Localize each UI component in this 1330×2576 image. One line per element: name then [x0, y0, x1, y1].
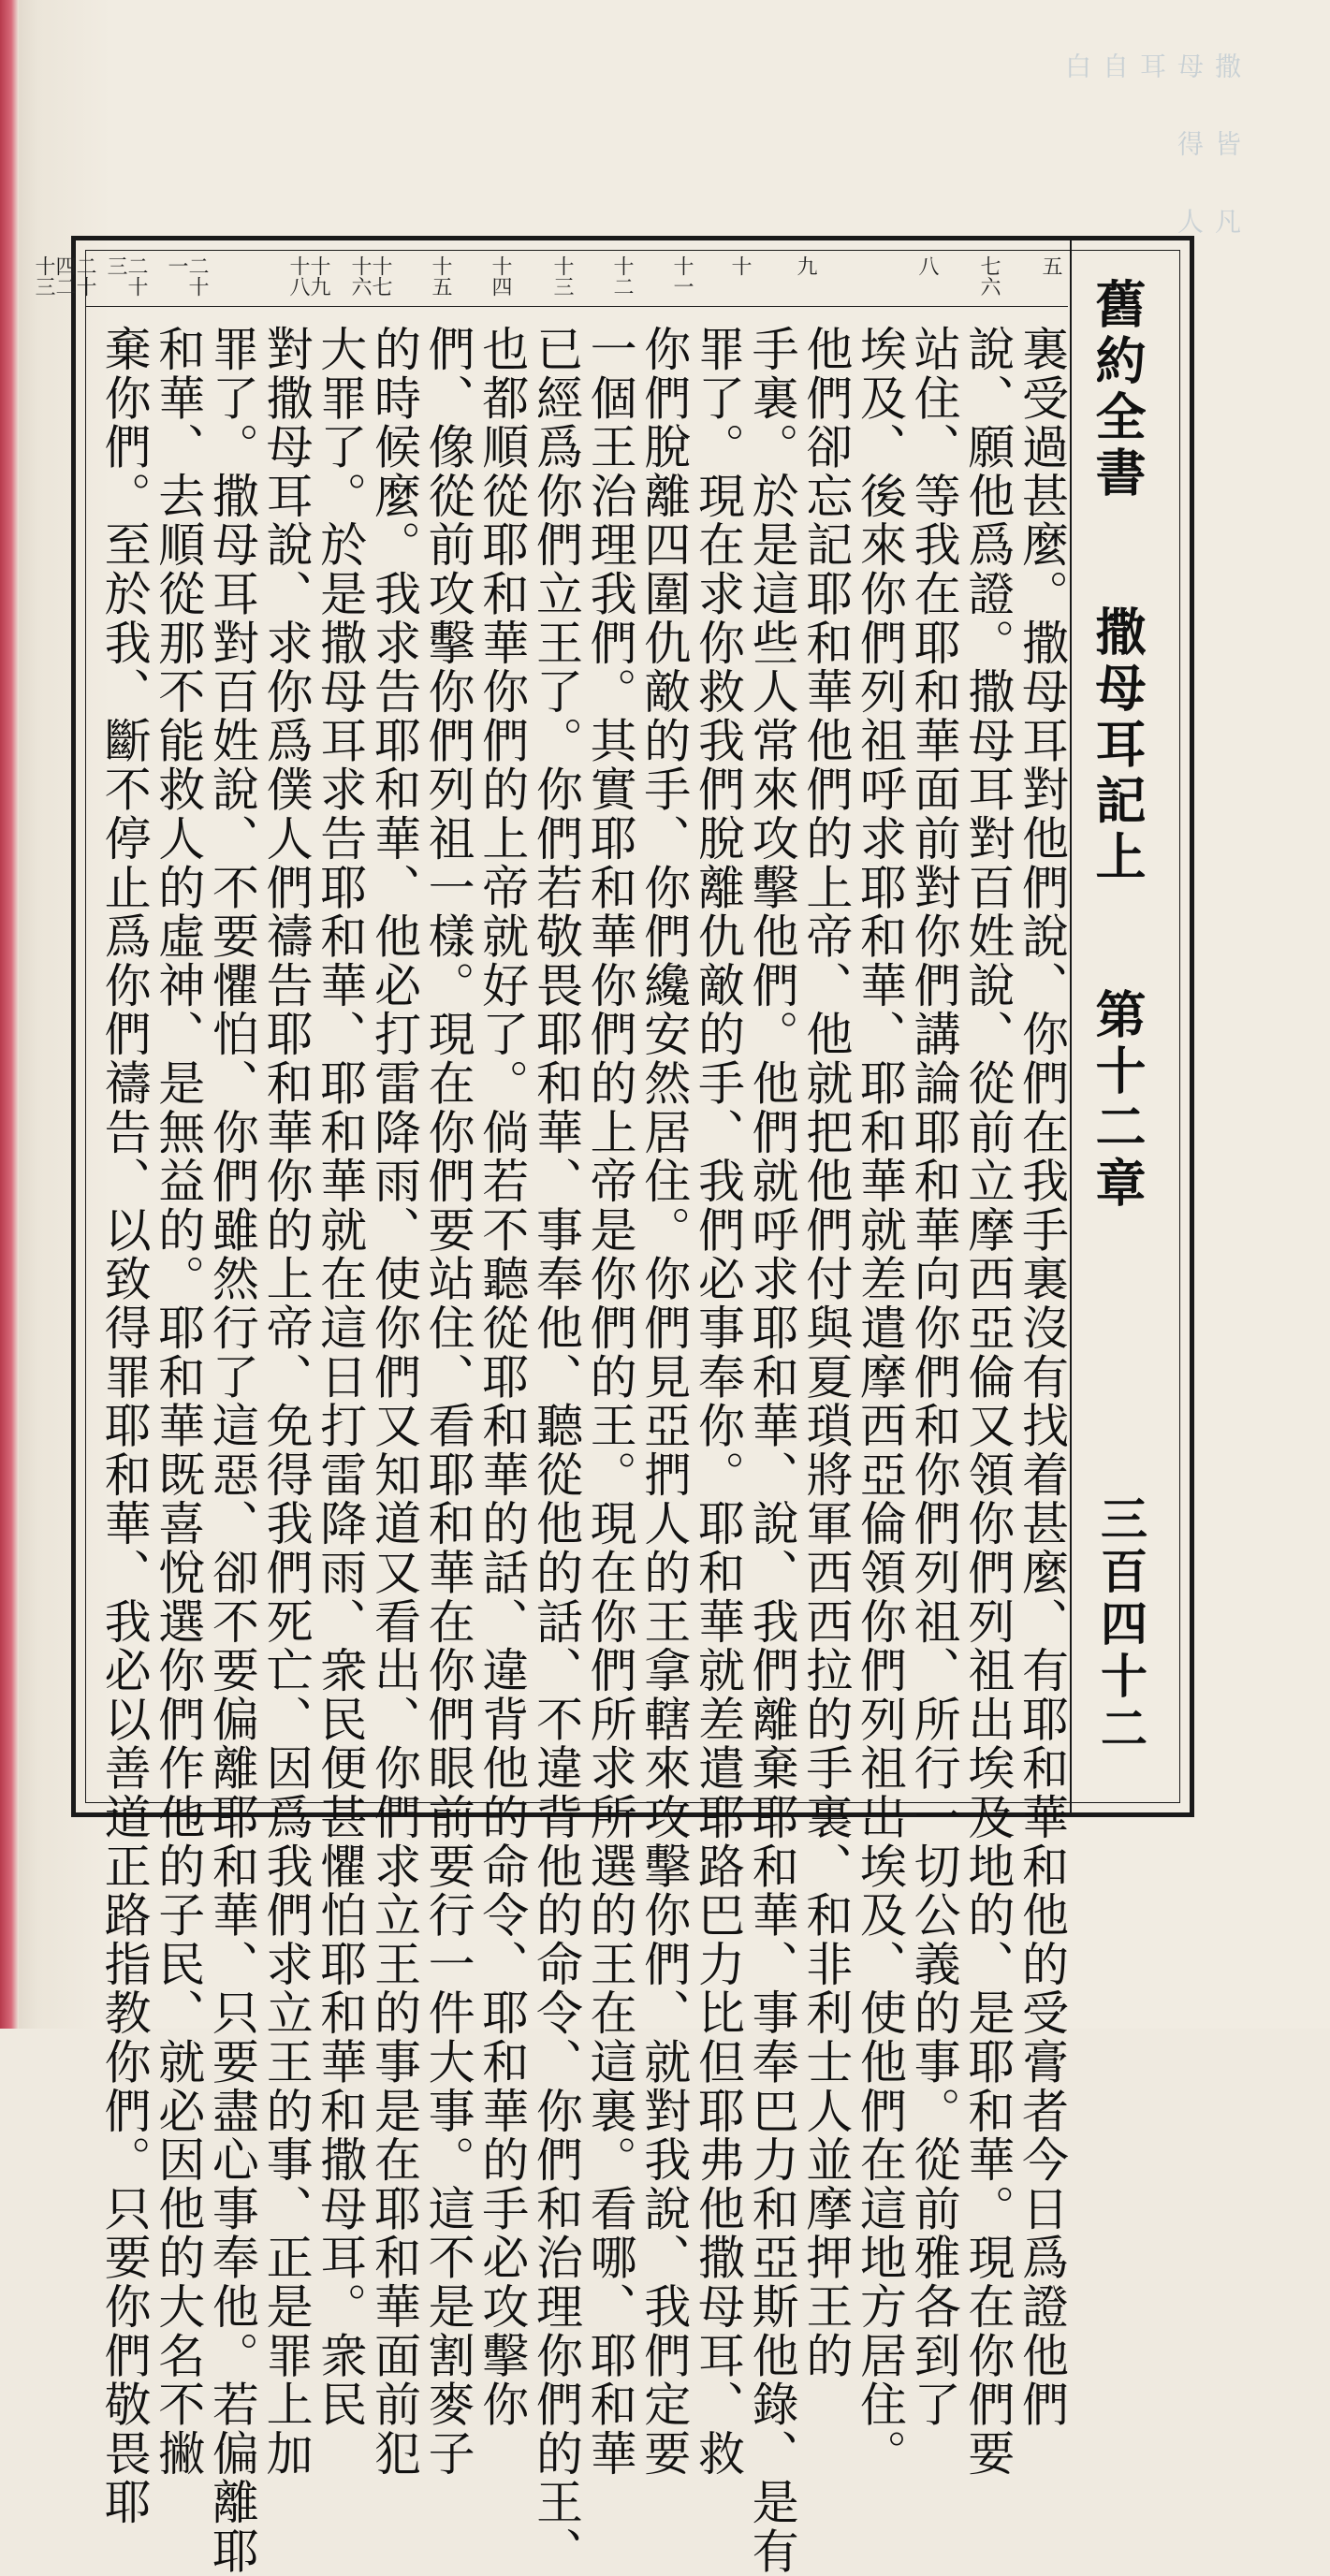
- text-column: 已經爲你們立王了。你們若敬畏耶和華、事奉他、聽從他的話、不違背他的命令、你們和治理你們的王、: [528, 325, 583, 2576]
- text-column: 大罪了。於是撒母耳求告耶和華、耶和華就在這日打雷降雨、衆民便甚懼怕耶和華和撒母耳。衆民: [313, 325, 368, 2429]
- verse-number-row: [32, 250, 1068, 307]
- page-frame: [32, 236, 1194, 2576]
- verse-number: 十二: [610, 255, 634, 297]
- text-column: 罪了。現在求你救我們脫離仇敵的手、我們必事奉你。耶和華就差遣耶路巴力比但耶弗他撒母耳、救: [690, 325, 745, 2479]
- text-column: 們、像從前攻擊你們列祖一樣。現在你們要站住、看耶和華在你們眼前要行一件大事。這不是割麥子: [420, 325, 475, 2479]
- verse-number: 八: [915, 255, 939, 276]
- ghost-text: 撒母耳自白: [1061, 52, 1242, 79]
- verse-number: 七六: [977, 255, 1001, 297]
- text-column: 你們脫離四圍仇敵的手、你們纔安然居住。你們見亞捫人的王拿轄來攻擊你們、就對我說、我們定要: [636, 325, 692, 2479]
- ghost-text: [94, 0, 1245, 1]
- text-column: 一個王治理我們。其實耶和華你們的上帝是你們的王。現在你們所求所選的王在這裏。看哪、耶和華: [582, 325, 637, 2479]
- verse-number: 二十四二十三: [32, 255, 96, 297]
- verse-number: 十三: [550, 255, 574, 297]
- verse-number: 二十一: [165, 255, 209, 297]
- text-column: 和華、去順從那不能救人的虛神、是無益的。耶和華既喜悅選你們作他的子民、就必因他的大名不撇: [151, 325, 206, 2479]
- verse-number: 五: [1039, 255, 1062, 276]
- verse-number: 二十三: [104, 255, 148, 297]
- page-number: 三百四十二: [1093, 1494, 1148, 1756]
- bleed-through-text: [94, 52, 1245, 234]
- running-header: [1070, 240, 1182, 1812]
- text-column: 對撒母耳說、求你爲僕人們禱告耶和華你的上帝、免得我們死亡、因爲我們求立王的事、正是罪上加: [258, 325, 314, 2479]
- header-text: [1082, 278, 1154, 1213]
- verse-number: 九: [794, 255, 817, 276]
- text-column: 說、願他爲證。撒母耳對百姓說、從前立摩西亞倫又領你們列祖出埃及地的、是耶和華。現在你們要: [960, 325, 1016, 2479]
- verse-number: 十九十八: [286, 255, 330, 297]
- text-column: 的時候麼。我求告耶和華、他必打雷降雨、使你們又知道又看出、你們求立王的事是在耶和華面前犯: [366, 325, 421, 2479]
- chapter-title: 第十二章: [1088, 988, 1147, 1214]
- text-column: 罪了。撒母耳對百姓說、不要懼怕、你們雖然行了這惡、卻不要偏離耶和華、只要盡心事奉他。若偏離耶: [204, 325, 259, 2576]
- verse-number: 十五: [429, 255, 452, 297]
- verse-number: 十一: [670, 255, 694, 297]
- text-column: 站住、等我在耶和華面前對你們講論耶和華向你們和你們列祖、所行一切公義的事。從前雅各到了: [906, 325, 961, 2429]
- verse-number: 十四: [489, 255, 512, 297]
- book-spine: [0, 0, 19, 2029]
- verse-number: 十: [728, 255, 752, 276]
- text-column: 棄你們。至於我、斷不停止爲你們禱告、以致得罪耶和華、我必以善道正路指教你們。只要你們敬畏耶: [96, 325, 152, 2527]
- section-title: 撒母耳記上: [1088, 604, 1147, 886]
- text-column: 裏受過甚麼。撒母耳對他們說、你們在我手裏沒有找着甚麼、有耶和華和他的受膏者今日爲證他們: [1015, 325, 1069, 2429]
- verse-number: 十七十六: [348, 255, 392, 297]
- text-columns: [95, 325, 1069, 2576]
- ghost-text: 皆得: [1174, 130, 1242, 156]
- text-column: 埃及、後來你們列祖呼求耶和華、耶和華就差遣摩西亞倫領你們列祖出埃及、使他們在這地方居住。: [852, 325, 907, 2479]
- ghost-text: 凡人: [1174, 208, 1242, 234]
- book-title: 舊約全書: [1088, 278, 1147, 502]
- text-column: 手裏。於是這些人常來攻擊他們。他們就呼求耶和華、說、我們離棄耶和華、事奉巴力和亞斯他錄、是有: [744, 325, 799, 2576]
- text-column: 他們卻忘記耶和華他們的上帝、他就把他們付與夏瑣將軍西西拉的手裏、和非利士人並摩押王的: [798, 325, 854, 2380]
- text-column: 也都順從耶和華你們的上帝就好了。倘若不聽從耶和華的話、違背他的命令、耶和華的手必攻擊你: [475, 325, 530, 2429]
